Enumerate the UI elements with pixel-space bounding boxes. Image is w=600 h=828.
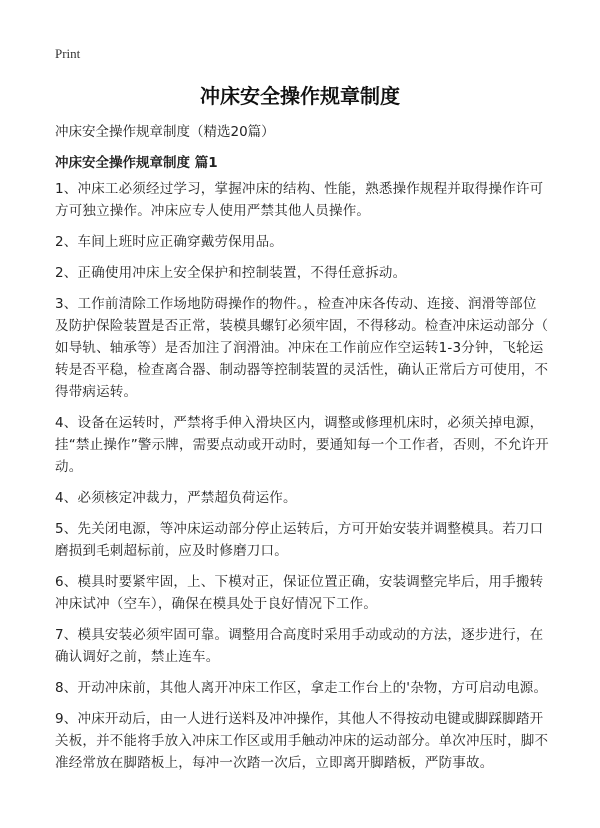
paragraph-line: 5、先关闭电源，等冲床运动部分停止运转后，方可开始安装并调整模具。若刀口 [55, 521, 544, 537]
paragraph-line: 9、冲床开动后，由一人进行送料及冲冲操作，其他人不得按动电键或脚踩脚踏开 [55, 711, 544, 727]
paragraph-line: 准经常放在脚踏板上，每冲一次踏一次后，立即离开脚踏板，严防事故。 [55, 755, 494, 771]
paragraph-line: 4、设备在运转时，严禁将手伸入滑块区内，调整或修理机床时，必须关掉电源， [55, 415, 544, 431]
document-body [55, 178, 555, 783]
paragraph-line: 转是否平稳，检查离合器、制动器等控制装置的灵活性，确认正常后方可使用，不 [55, 362, 549, 378]
paragraph-line: 得带病运转。 [55, 384, 138, 400]
paragraph-line: 3、工作前清除工作场地防碍操作的物件。，检查冲床各传动、连接、润滑等部位 [55, 296, 537, 312]
paragraph-line: 7、模具安装必须牢固可靠。调整用合高度时采用手动或动的方法，逐步进行，在 [55, 627, 544, 643]
paragraph-line: 及防护保险装置是否正常，装模具螺钉必须牢固，不得移动。检查冲床运动部分（ [55, 318, 549, 334]
paragraph [55, 624, 555, 668]
paragraph-line: 6、模具时要紧牢固，上、下模对正，保证位置正确，安装调整完毕后，用手搬转 [55, 574, 544, 590]
paragraph-line: 4、必须核定冲裁力，严禁超负荷运作。 [55, 490, 297, 506]
document-subtitle: 冲床安全操作规章制度（精选20篇） [55, 124, 275, 140]
paragraph [55, 677, 555, 699]
paragraph-line: 关板，并不能将手放入冲床工作区或用手触动冲床的运动部分。单次冲压时，脚不 [55, 733, 549, 749]
paragraph [55, 708, 555, 774]
paragraph [55, 262, 555, 284]
paragraph-line: 2、正确使用冲床上安全保护和控制装置，不得任意拆动。 [55, 265, 407, 281]
paragraph-line: 方可独立操作。冲床应专人使用严禁其他人员操作。 [55, 203, 371, 219]
paragraph-line: 如导轨、轴承等）是否加注了润滑油。冲床在工作前应作空运转1-3分钟，飞轮运 [55, 340, 544, 356]
paragraph [55, 412, 555, 478]
paragraph [55, 518, 555, 562]
paragraph-line: 2、车间上班时应正确穿戴劳保用品。 [55, 234, 283, 250]
paragraph-line: 磨损到毛刺超标前，应及时修磨刀口。 [55, 543, 288, 559]
paragraph [55, 487, 555, 509]
paragraph-line: 冲床试冲（空车），确保在模具处于良好情况下工作。 [55, 596, 378, 612]
paragraph-line: 确认调好之前，禁止连车。 [55, 649, 220, 665]
print-label[interactable]: Print [55, 46, 81, 61]
paragraph-line: 动。 [55, 459, 83, 475]
paragraph-line: 1、冲床工必须经过学习，掌握冲床的结构、性能，熟悉操作规程并取得操作许可 [55, 181, 544, 197]
paragraph [55, 178, 555, 222]
paragraph-line: 8、开动冲床前，其他人离开冲床工作区，拿走工作台上的'杂物，方可启动电源。 [55, 680, 548, 696]
paragraph [55, 231, 555, 253]
paragraph [55, 571, 555, 615]
paragraph [55, 293, 555, 403]
section-heading: 冲床安全操作规章制度 篇1 [55, 155, 218, 171]
document-title: 冲床安全操作规章制度 [200, 84, 400, 108]
paragraph-line: 挂“禁止操作”警示牌，需要点动或开动时，要通知每一个工作者，否则，不允许开 [55, 437, 549, 453]
